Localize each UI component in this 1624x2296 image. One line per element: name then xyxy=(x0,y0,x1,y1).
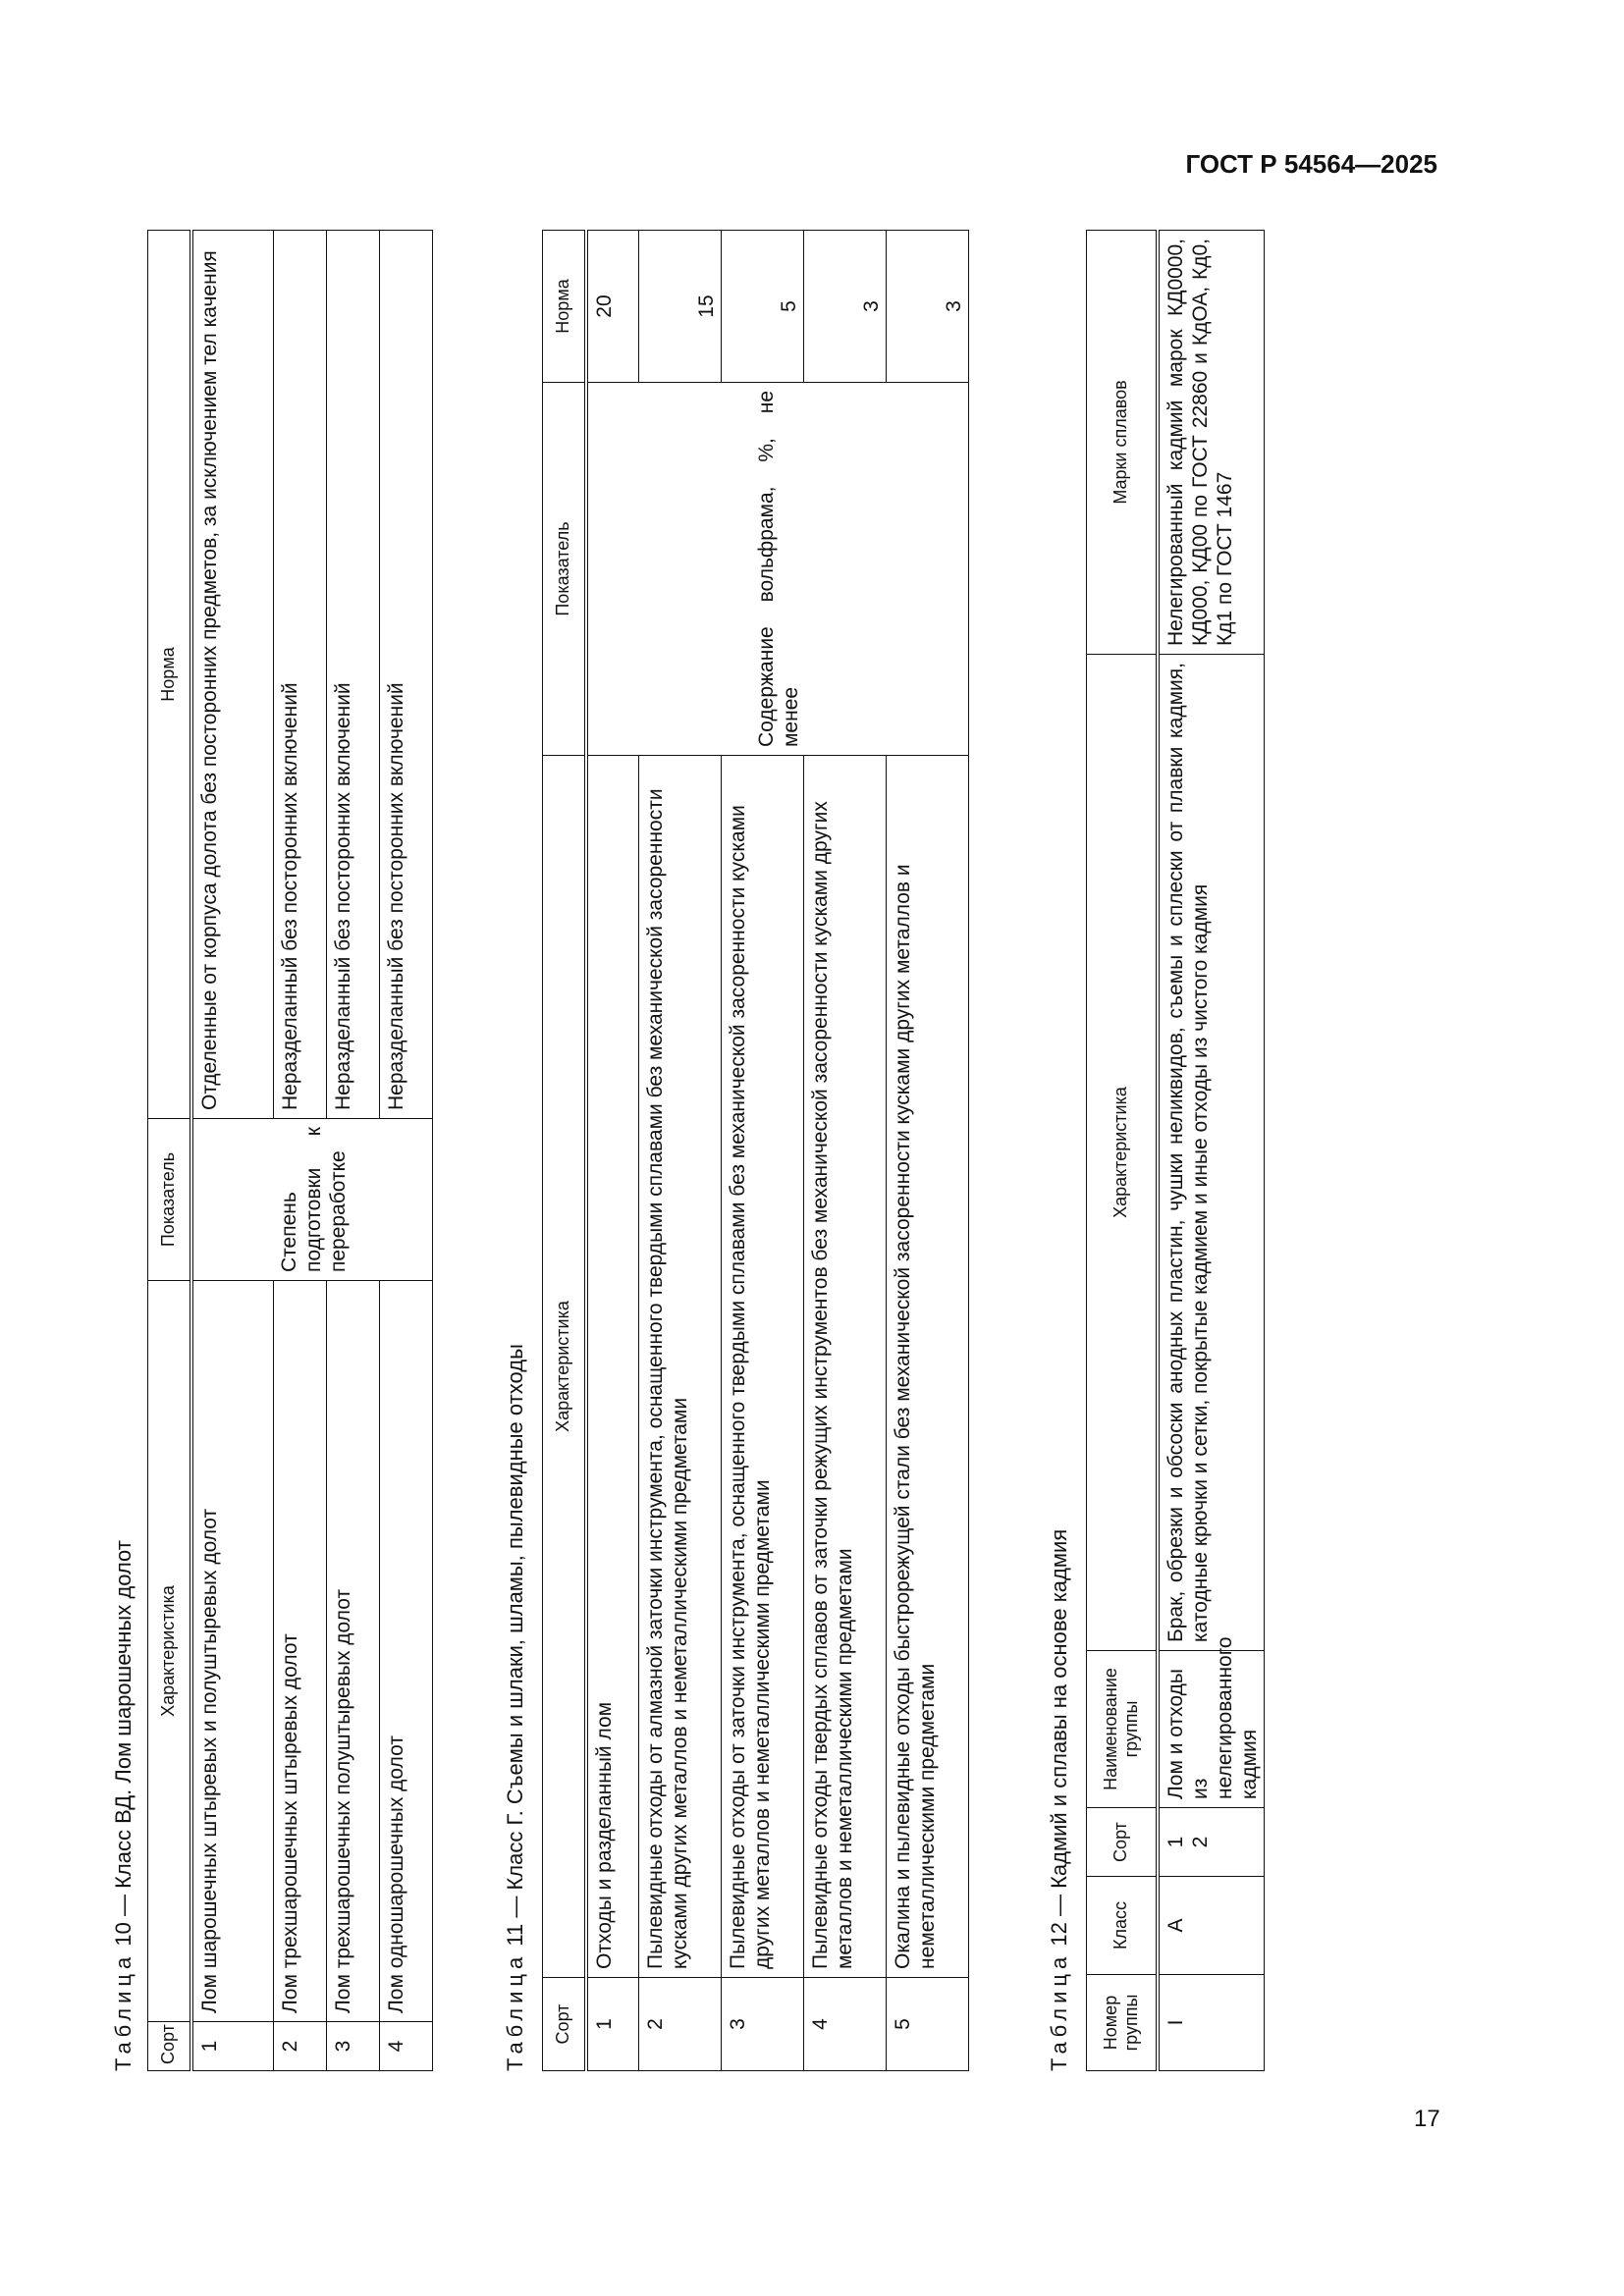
table12-cell-characteristic: Брак, обрезки и обсоски анодных пластин, чушки неликвидов, съемы и сплески от плавки кадмия, катодные крючки и сетки, покрытые кадмием и иные отходы из чистого кадмия xyxy=(1158,655,1265,1651)
table10-cell-norm: Неразделанный без посторонних включений xyxy=(274,231,327,1119)
table10-caption-word: Таблица xyxy=(111,1951,135,2071)
table10-header-indicator: Показатель xyxy=(148,1119,191,1281)
table10-cell-norm: Отделенные от корпуса долота без посторонних предметов, за исключением тел качения xyxy=(191,231,274,1119)
table12-cell-group-name: Лом и отходы из нелегированного кадмия xyxy=(1158,1651,1265,1808)
table12-block xyxy=(1049,231,1265,2071)
table12-sort-1: 1 xyxy=(1164,1836,1187,1848)
table10-caption-text: 10 — Класс ВД. Лом шарошечных долот xyxy=(111,1540,135,1947)
table10-cell-characteristic: Лом одношарошечных долот xyxy=(380,1281,433,2022)
table11-cell-norm: 3 xyxy=(804,231,887,383)
table12-cell-sort xyxy=(1158,1808,1265,1877)
table11-cell-indicator: Содержание вольфрама, %, не менее xyxy=(586,383,969,756)
table11-cell-characteristic: Пылевидные отходы от заточки инструмента, оснащенного твердыми сплавами без механической засоренности кусками других металлов и неметаллическими предметами xyxy=(722,756,804,1978)
table-row xyxy=(191,231,274,2071)
table11 xyxy=(542,230,969,2071)
table10 xyxy=(147,230,433,2071)
table11-cell-characteristic: Окалина и пылевидные отходы быстрорежущей стали без механической засоренности кусками других металлов и неметаллическими предметами xyxy=(887,756,969,1978)
table10-header-norm: Норма xyxy=(148,231,191,1119)
table11-caption-word: Таблица xyxy=(503,1951,527,2071)
table11-header-indicator: Показатель xyxy=(543,383,586,756)
table10-cell-characteristic: Лом трехшарошечных штыревых долот xyxy=(274,1281,327,2022)
table11-header-row xyxy=(543,231,586,2071)
table10-cell-sort: 3 xyxy=(327,2022,380,2071)
table10-cell-sort: 1 xyxy=(191,2022,274,2071)
table11-cell-sort: 4 xyxy=(804,1978,887,2071)
table10-cell-characteristic: Лом трехшарошечных полуштыревых долот xyxy=(327,1281,380,2022)
table11-caption xyxy=(505,231,542,2071)
table11-cell-norm: 20 xyxy=(586,231,639,383)
table10-cell-norm: Неразделанный без посторонних включений xyxy=(380,231,433,1119)
table10-cell-characteristic: Лом шарошечных штыревых и полуштыревых долот xyxy=(191,1281,274,2022)
table12-header-sort: Сорт xyxy=(1087,1808,1158,1877)
table10-cell-indicator: Степень подготовки к переработке xyxy=(191,1119,433,1281)
table11-header-norm: Норма xyxy=(543,231,586,383)
table12-header-class: Класс xyxy=(1087,1877,1158,1975)
page-number: 17 xyxy=(1414,2106,1440,2132)
table10-header-sort: Сорт xyxy=(148,2022,191,2071)
table12-cell-alloy-grades: Нелегированный кадмий марок КД0000, КД000, КД00 по ГОСТ 22860 и КдОА, Кд0, Кд1 по ГОСТ 1467 xyxy=(1158,231,1265,655)
table10-block xyxy=(113,231,433,2071)
table10-cell-sort: 2 xyxy=(274,2022,327,2071)
table11-header-sort: Сорт xyxy=(543,1978,586,2071)
table12-header-group-name: Наименование группы xyxy=(1087,1651,1158,1808)
table12-cell-class: А xyxy=(1158,1877,1265,1975)
table10-cell-norm: Неразделанный без посторонних включений xyxy=(327,231,380,1119)
table12-header-alloy-grades: Марки сплавов xyxy=(1087,231,1158,655)
table10-caption xyxy=(113,231,147,2071)
table10-header-characteristic: Характеристика xyxy=(148,1281,191,2022)
table12-header-row xyxy=(1087,231,1158,2071)
table11-cell-characteristic: Пылевидные отходы твердых сплавов от заточки режущих инструментов без механической засоренности кусками других металлов и неметаллическими предметами xyxy=(804,756,887,1978)
table11-caption-text: 11 — Класс Г. Съемы и шлаки, шламы, пылевидные отходы xyxy=(503,1344,527,1947)
table11-cell-norm: 3 xyxy=(887,231,969,383)
table12 xyxy=(1086,230,1265,2071)
table11-cell-sort: 5 xyxy=(887,1978,969,2071)
table12-header-characteristic: Характеристика xyxy=(1087,655,1158,1651)
table12-caption-text: 12 — Кадмий и сплавы на основе кадмия xyxy=(1047,1528,1071,1947)
table11-header-characteristic: Характеристика xyxy=(543,756,586,1978)
table11-cell-sort: 3 xyxy=(722,1978,804,2071)
table11-block xyxy=(505,231,969,2071)
table12-header-group-number: Номер группы xyxy=(1087,1975,1158,2071)
document-header: ГОСТ Р 54564—2025 xyxy=(1185,149,1437,179)
table-row xyxy=(586,231,639,2071)
table10-cell-sort: 4 xyxy=(380,2022,433,2071)
table11-cell-norm: 15 xyxy=(639,231,722,383)
table12-cell-group-number: I xyxy=(1158,1975,1265,2071)
table12-sort-2: 2 xyxy=(1188,1836,1212,1848)
table-row xyxy=(1158,231,1265,2071)
table10-header-row xyxy=(148,231,191,2071)
table11-cell-characteristic: Пылевидные отходы от алмазной заточки инструмента, оснащенного твердыми сплавами без механической засоренности кусками других металлов и неметаллическими предметами xyxy=(639,756,722,1978)
table12-caption xyxy=(1049,231,1086,2071)
table11-cell-characteristic: Отходы и разделанный лом xyxy=(586,756,639,1978)
table11-cell-norm: 5 xyxy=(722,231,804,383)
table11-cell-sort: 2 xyxy=(639,1978,722,2071)
table11-cell-sort: 1 xyxy=(586,1978,639,2071)
table12-caption-word: Таблица xyxy=(1047,1951,1071,2071)
